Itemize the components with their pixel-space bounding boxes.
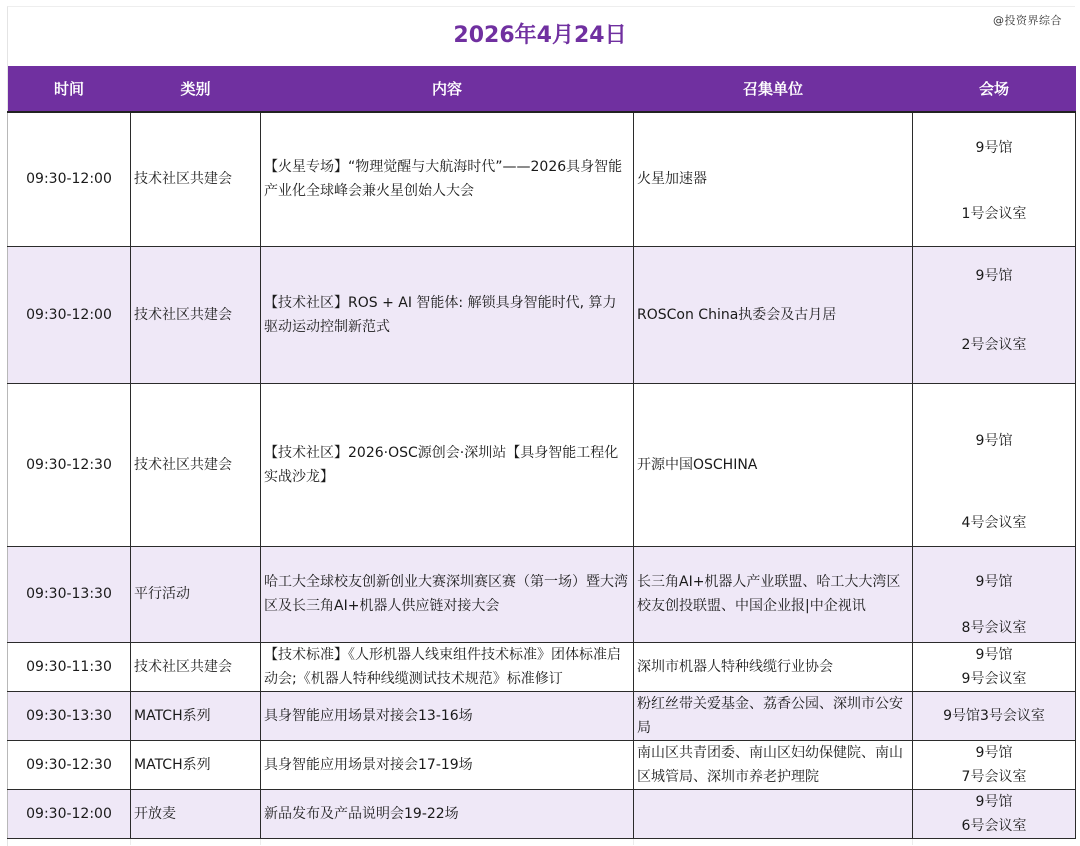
cell-category: 技术社区共建会 (131, 642, 261, 691)
cell-venue (913, 740, 1076, 789)
cell-organizer: 深圳市机器人特种线缆行业协会 (634, 642, 913, 691)
schedule-table (7, 66, 1076, 839)
cell-time: 09:30-13:30 (8, 691, 131, 740)
venue-room: 8号会议室 (961, 620, 1027, 636)
venue-hall: 9号馆 (975, 268, 1013, 284)
venue-room: 7号会议室 (961, 768, 1027, 785)
source-watermark: @投资界综合 (993, 14, 1062, 27)
table-row (8, 642, 1076, 691)
venue-hall: 9号馆 (975, 432, 1013, 449)
cell-content: 具身智能应用场景对接会13-16场 (261, 691, 634, 740)
table-row (8, 789, 1076, 838)
venue-hall: 9号馆 (975, 744, 1013, 761)
venue-hall: 9号馆 (975, 574, 1013, 590)
cell-time: 09:30-11:30 (8, 642, 131, 691)
cell-category: 平行活动 (131, 546, 261, 642)
cell-time: 09:30-12:00 (8, 789, 131, 838)
cell-content: 【技术社区】2026·OSC源创会·深圳站【具身智能工程化实战沙龙】 (261, 383, 634, 546)
table-header-row (8, 66, 1076, 112)
table-row (8, 383, 1076, 546)
cell-content: 【火星专场】“物理觉醒与大航海时代”——2026具身智能产业化全球峰会兼火星创始人大会 (261, 112, 634, 246)
cell-organizer: 南山区共青团委、南山区妇幼保健院、南山区城管局、深圳市养老护理院 (634, 740, 913, 789)
cell-organizer: 火星加速器 (634, 112, 913, 246)
cell-venue (913, 112, 1076, 246)
venue-room: 4号会议室 (961, 514, 1027, 531)
venue-hall: 9号馆 (975, 140, 1013, 157)
cell-organizer: ROSCon China执委会及古月居 (634, 246, 913, 383)
table-row (8, 691, 1076, 740)
header-category: 类别 (131, 66, 261, 112)
cell-time: 09:30-12:00 (8, 112, 131, 246)
cell-organizer (634, 789, 913, 838)
cell-category: 开放麦 (131, 789, 261, 838)
table-row (8, 740, 1076, 789)
venue-room: 2号会议室 (961, 337, 1027, 353)
cell-category: 技术社区共建会 (131, 112, 261, 246)
cell-content: 【技术标准】《人形机器人线束组件技术标准》团体标准启动会;《机器人特种线缆测试技术规范》标准修订 (261, 642, 634, 691)
cell-category: MATCH系列 (131, 691, 261, 740)
venue-room: 1号会议室 (961, 206, 1027, 223)
table-row (8, 246, 1076, 383)
cell-venue (913, 789, 1076, 838)
cell-category: 技术社区共建会 (131, 383, 261, 546)
header-venue: 会场 (913, 66, 1076, 112)
cell-category: 技术社区共建会 (131, 246, 261, 383)
cell-organizer: 长三角AI+机器人产业联盟、哈工大大湾区校友创投联盟、中国企业报|中企视讯 (634, 546, 913, 642)
cell-time: 09:30-12:00 (8, 246, 131, 383)
cell-venue (913, 246, 1076, 383)
cell-time: 09:30-12:30 (8, 740, 131, 789)
venue-hall: 9号馆 (975, 646, 1013, 663)
cell-venue: 9号馆3号会议室 (913, 691, 1076, 740)
cell-content: 具身智能应用场景对接会17-19场 (261, 740, 634, 789)
cell-venue (913, 383, 1076, 546)
cell-content: 哈工大全球校友创新创业大赛深圳赛区赛（第一场）暨大湾区及长三角AI+机器人供应链对接大会 (261, 546, 634, 642)
header-content: 内容 (261, 66, 634, 112)
venue-hall: 9号馆 (975, 793, 1013, 810)
table-row (8, 546, 1076, 642)
cell-venue (913, 546, 1076, 642)
cell-venue (913, 642, 1076, 691)
venue-room: 6号会议室 (961, 817, 1027, 834)
header-time: 时间 (8, 66, 131, 112)
cell-time: 09:30-12:30 (8, 383, 131, 546)
cell-organizer: 开源中国OSCHINA (634, 383, 913, 546)
header-organizer: 召集单位 (634, 66, 913, 112)
cell-organizer: 粉红丝带关爱基金、荔香公园、深圳市公安局 (634, 691, 913, 740)
cell-time: 09:30-13:30 (8, 546, 131, 642)
venue-room: 9号会议室 (961, 670, 1027, 687)
table-row (8, 112, 1076, 246)
cell-category: MATCH系列 (131, 740, 261, 789)
page-title: 2026年4月24日 (453, 23, 627, 48)
cell-content: 新品发布及产品说明会19-22场 (261, 789, 634, 838)
cell-content: 【技术社区】ROS + AI 智能体: 解锁具身智能时代, 算力驱动运动控制新范式 (261, 246, 634, 383)
